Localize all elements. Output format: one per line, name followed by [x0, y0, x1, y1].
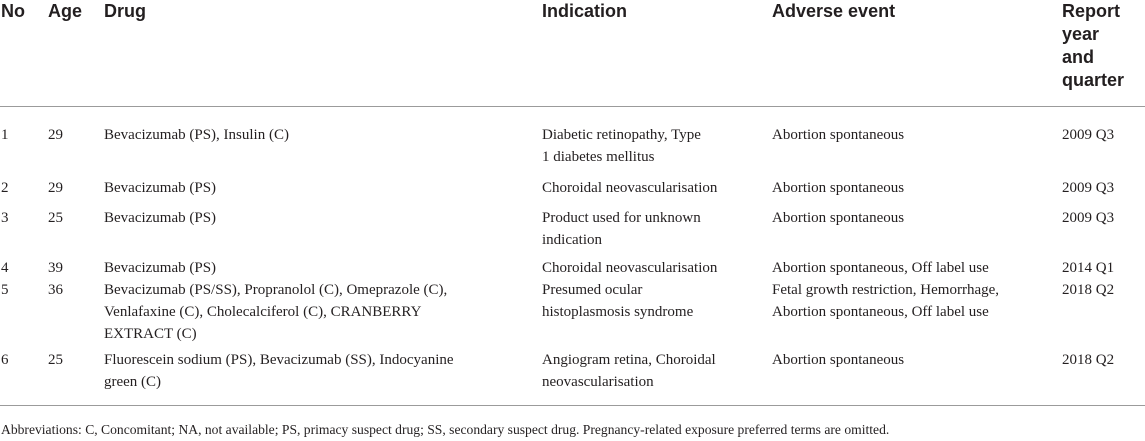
- cell-line: EXTRACT (C): [104, 326, 197, 342]
- header-age: Age: [47, 0, 103, 107]
- cell-line: Fluorescein sodium (PS), Bevacizumab (SS), Indocyanine: [104, 352, 454, 368]
- cell-age: 29: [48, 180, 63, 196]
- cell-age: 25: [48, 210, 63, 226]
- table-footnote: Abbreviations: C, Concomitant; NA, not available; PS, primacy suspect drug; SS, secondary suspect drug. Pregnancy-related exposure preferred terms are omitted.: [1, 422, 890, 437]
- cell-indication: [541, 177, 771, 207]
- table-row: [0, 349, 1145, 406]
- cell-adverse-event: [771, 349, 1061, 406]
- cell-line: Venlafaxine (C), Cholecalciferol (C), CRANBERRY: [104, 304, 422, 320]
- cell-indication: [541, 207, 771, 257]
- cell-line: neovascularisation: [542, 374, 654, 390]
- cell-adverse-event: [771, 107, 1061, 178]
- table-row: [0, 257, 1145, 279]
- cell-age: 29: [48, 127, 63, 143]
- cell-report: 2014 Q1: [1062, 260, 1115, 276]
- cell-report: 2009 Q3: [1062, 127, 1115, 143]
- cell-line: histoplasmosis syndrome: [542, 304, 694, 320]
- header-row: [0, 0, 1145, 107]
- header-report-year-quarter: [1061, 0, 1145, 107]
- header-no: No: [0, 0, 47, 107]
- cell-report: 2018 Q2: [1061, 349, 1145, 406]
- cell-adverse-event: [771, 207, 1061, 257]
- cell-adverse-event: [771, 257, 1061, 279]
- cell-drug: Bevacizumab (PS): [104, 180, 217, 196]
- cell-drug: Bevacizumab (PS): [104, 210, 217, 226]
- cell-line: 1 diabetes mellitus: [542, 149, 655, 165]
- cell-line: green (C): [104, 374, 162, 390]
- header-report-line: year: [1062, 24, 1100, 44]
- cell-line: Choroidal neovascularisation: [542, 260, 718, 276]
- cell-adverse-event: [771, 279, 1061, 349]
- cell-indication: [541, 257, 771, 279]
- cell-drug: [103, 349, 541, 406]
- table-row: [0, 279, 1145, 349]
- header-report-line: and: [1062, 47, 1095, 67]
- table-header: [0, 0, 1145, 107]
- header-report-line: Report: [1062, 1, 1120, 21]
- cell-age: 36: [48, 282, 63, 298]
- cell-line: Abortion spontaneous: [772, 352, 905, 368]
- cell-line: indication: [542, 232, 602, 248]
- cell-line: Choroidal neovascularisation: [542, 180, 718, 196]
- table-body: [0, 107, 1145, 406]
- cell-line: Fetal growth restriction, Hemorrhage,: [772, 282, 1000, 298]
- cell-age: 39: [48, 260, 63, 276]
- cell-line: Abortion spontaneous: [772, 180, 905, 196]
- cell-no: 2: [1, 180, 9, 196]
- cell-line: Presumed ocular: [542, 282, 643, 298]
- cell-report: 2009 Q3: [1062, 180, 1115, 196]
- cell-line: Abortion spontaneous, Off label use: [772, 260, 989, 276]
- cell-drug: Bevacizumab (PS): [104, 260, 217, 276]
- cell-report: 2009 Q3: [1062, 210, 1115, 226]
- table-row: [0, 107, 1145, 178]
- cell-indication: [541, 107, 771, 178]
- table-row: [0, 207, 1145, 257]
- cell-line: Abortion spontaneous: [772, 210, 905, 226]
- cell-line: Product used for unknown: [542, 210, 701, 226]
- cell-report: 2018 Q2: [1062, 282, 1115, 298]
- cell-no: 5: [1, 282, 9, 298]
- cell-adverse-event: [771, 177, 1061, 207]
- cell-indication: [541, 349, 771, 406]
- cell-age: 25: [47, 349, 103, 406]
- header-drug: Drug: [103, 0, 541, 107]
- cell-drug: [103, 279, 541, 349]
- cell-no: 6: [0, 349, 47, 406]
- cell-line: Angiogram retina, Choroidal: [542, 352, 716, 368]
- header-indication: Indication: [541, 0, 771, 107]
- cell-no: 1: [1, 127, 9, 143]
- table-row: [0, 177, 1145, 207]
- cell-drug: Bevacizumab (PS), Insulin (C): [104, 127, 289, 143]
- cell-line: Bevacizumab (PS/SS), Propranolol (C), Omeprazole (C),: [104, 282, 448, 298]
- cell-line: Diabetic retinopathy, Type: [542, 127, 701, 143]
- cell-line: Abortion spontaneous: [772, 127, 905, 143]
- cell-no: 4: [1, 260, 9, 276]
- header-adverse-event: Adverse event: [771, 0, 1061, 107]
- cell-indication: [541, 279, 771, 349]
- header-report-line: quarter: [1062, 70, 1125, 90]
- cell-line: Abortion spontaneous, Off label use: [772, 304, 989, 320]
- cell-no: 3: [1, 210, 9, 226]
